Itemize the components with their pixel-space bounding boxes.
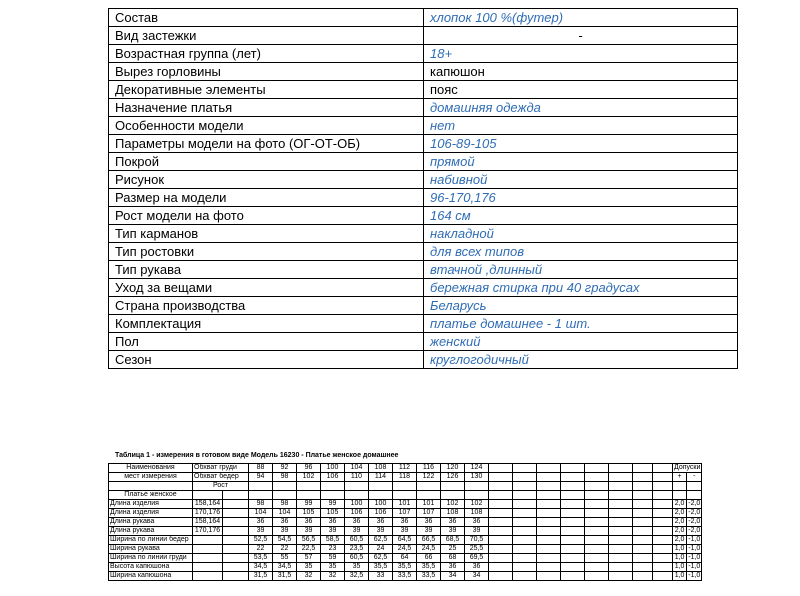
measurement-value: 34 bbox=[441, 572, 465, 581]
hip-size: 118 bbox=[393, 473, 417, 482]
tolerance-minus-value: -1,0 bbox=[688, 563, 701, 570]
measurement-value: 22 bbox=[273, 545, 297, 554]
tolerance-minus-value: -2,0 bbox=[688, 509, 701, 516]
measurement-value: 62,5 bbox=[369, 536, 393, 545]
spec-value: 106-89-105 bbox=[424, 135, 738, 153]
measurement-value: 35 bbox=[345, 563, 369, 572]
measurement-value: 34 bbox=[465, 572, 489, 581]
spec-key: Декоративные элементы bbox=[109, 81, 424, 99]
spec-key: Возрастная группа (лет) bbox=[109, 45, 424, 63]
spec-key: Страна производства bbox=[109, 297, 424, 315]
measurement-table-title: Таблица 1 - измерения в готовом виде Модель 16230 - Платье женское домашнее bbox=[115, 452, 399, 459]
tolerance-minus-value: -1,0 bbox=[688, 536, 701, 543]
spec-key: Покрой bbox=[109, 153, 424, 171]
measurement-value: 54,5 bbox=[273, 536, 297, 545]
spec-row bbox=[109, 225, 738, 243]
measurement-value: 22 bbox=[249, 545, 273, 554]
spec-value: набивной bbox=[424, 171, 738, 189]
tolerance-minus-value: -2,0 bbox=[688, 518, 701, 525]
spec-row bbox=[109, 63, 738, 81]
measurement-height: 158,164 bbox=[193, 500, 223, 509]
measurement-value: 104 bbox=[273, 509, 297, 518]
spec-key: Тип карманов bbox=[109, 225, 424, 243]
measurement-value: 36 bbox=[441, 518, 465, 527]
spec-row bbox=[109, 135, 738, 153]
tolerance-minus-value: -1,0 bbox=[688, 572, 701, 579]
measurement-value: 60,5 bbox=[345, 554, 369, 563]
spec-key: Комплектация bbox=[109, 315, 424, 333]
measurement-value: 36 bbox=[249, 518, 273, 527]
spec-key: Параметры модели на фото (ОГ-ОТ-ОБ) bbox=[109, 135, 424, 153]
measurement-value: 32,5 bbox=[345, 572, 369, 581]
measurement-value: 31,5 bbox=[273, 572, 297, 581]
measurement-value: 56,5 bbox=[297, 536, 321, 545]
measurement-value: 36 bbox=[369, 518, 393, 527]
spec-row bbox=[109, 27, 738, 45]
spec-value: 164 см bbox=[424, 207, 738, 225]
measurement-value: 66 bbox=[417, 554, 441, 563]
chest-size: 100 bbox=[321, 464, 345, 473]
tolerance-plus-value: 2,0 bbox=[673, 527, 687, 536]
measurement-name: Ширина по линии груди bbox=[109, 554, 193, 563]
measurement-height bbox=[193, 563, 223, 572]
chest-size: 92 bbox=[273, 464, 297, 473]
measurement-value: 99 bbox=[297, 500, 321, 509]
spec-key: Пол bbox=[109, 333, 424, 351]
spec-row bbox=[109, 99, 738, 117]
measurement-value: 100 bbox=[369, 500, 393, 509]
measurement-height: 170,176 bbox=[193, 509, 223, 518]
measurement-value: 39 bbox=[321, 527, 345, 536]
spec-row bbox=[109, 81, 738, 99]
measurement-value: 25 bbox=[441, 545, 465, 554]
spec-row bbox=[109, 243, 738, 261]
spec-value: для всех типов bbox=[424, 243, 738, 261]
measurement-name: Ширина по линии бедер bbox=[109, 536, 193, 545]
measurement-value: 25,5 bbox=[465, 545, 489, 554]
tolerance-plus-value: 2,0 bbox=[673, 518, 687, 527]
spec-key: Размер на модели bbox=[109, 189, 424, 207]
measurement-name: Ширина капюшона bbox=[109, 572, 193, 581]
measurement-value: 58,5 bbox=[321, 536, 345, 545]
measurement-value: 107 bbox=[417, 509, 441, 518]
tolerance-minus-value: -1,0 bbox=[688, 554, 701, 561]
measurement-value: 35,5 bbox=[417, 563, 441, 572]
measurement-value: 52,5 bbox=[249, 536, 273, 545]
measurement-value: 35,5 bbox=[369, 563, 393, 572]
spec-key: Вырез горловины bbox=[109, 63, 424, 81]
measurement-value: 39 bbox=[417, 527, 441, 536]
measurement-value: 31,5 bbox=[249, 572, 273, 581]
tolerance-plus-value: 1,0 bbox=[673, 572, 687, 581]
measurement-value: 108 bbox=[465, 509, 489, 518]
measurement-value: 36 bbox=[273, 518, 297, 527]
measurement-value: 98 bbox=[273, 500, 297, 509]
chest-size: 124 bbox=[465, 464, 489, 473]
spec-value: нет bbox=[424, 117, 738, 135]
spec-row bbox=[109, 117, 738, 135]
measurement-name: Длина изделия bbox=[109, 500, 193, 509]
measurement-value: 70,5 bbox=[465, 536, 489, 545]
header-name-line2: мест измерения bbox=[109, 473, 193, 482]
measurement-row bbox=[109, 500, 702, 509]
measurement-value: 39 bbox=[249, 527, 273, 536]
hip-size: 102 bbox=[297, 473, 321, 482]
measurement-value: 35,5 bbox=[393, 563, 417, 572]
measurement-value: 39 bbox=[273, 527, 297, 536]
measurement-value: 36 bbox=[345, 518, 369, 527]
measurement-value: 36 bbox=[441, 563, 465, 572]
measurement-value: 105 bbox=[297, 509, 321, 518]
spec-key: Рост модели на фото bbox=[109, 207, 424, 225]
measurement-name: Ширина рукава bbox=[109, 545, 193, 554]
measurement-value: 69,5 bbox=[465, 554, 489, 563]
chest-label: Обхват груди bbox=[193, 464, 249, 473]
header-name-line1: Наименования bbox=[109, 464, 193, 473]
spec-value: прямой bbox=[424, 153, 738, 171]
spec-row bbox=[109, 189, 738, 207]
measurement-value: 102 bbox=[441, 500, 465, 509]
spec-value: Беларусь bbox=[424, 297, 738, 315]
spec-key: Состав bbox=[109, 9, 424, 27]
measurement-value: 106 bbox=[369, 509, 393, 518]
measurement-table bbox=[108, 463, 702, 581]
tolerance-minus: - bbox=[687, 473, 702, 482]
chest-size: 104 bbox=[345, 464, 369, 473]
spec-value: капюшон bbox=[424, 63, 738, 81]
measurement-row bbox=[109, 518, 702, 527]
measurement-value: 24,5 bbox=[417, 545, 441, 554]
spec-row bbox=[109, 333, 738, 351]
hip-size: 110 bbox=[345, 473, 369, 482]
measurement-value: 35 bbox=[321, 563, 345, 572]
spec-value: втачной ,длинный bbox=[424, 261, 738, 279]
measurement-name: Длина рукава bbox=[109, 527, 193, 536]
measurement-name: Длина изделия bbox=[109, 509, 193, 518]
spec-row bbox=[109, 9, 738, 27]
spec-key: Рисунок bbox=[109, 171, 424, 189]
measurement-value: 36 bbox=[321, 518, 345, 527]
chest-size: 108 bbox=[369, 464, 393, 473]
spec-row bbox=[109, 207, 738, 225]
measurement-height bbox=[193, 572, 223, 581]
tolerance-plus-value: 2,0 bbox=[673, 509, 687, 518]
tolerance-plus-value: 1,0 bbox=[673, 563, 687, 572]
measurement-value: 32 bbox=[321, 572, 345, 581]
measurement-value: 57 bbox=[297, 554, 321, 563]
spec-value: платье домашнее - 1 шт. bbox=[424, 315, 738, 333]
measurement-height: 158,164 bbox=[193, 518, 223, 527]
product-spec-table bbox=[108, 8, 738, 369]
measurement-value: 99 bbox=[321, 500, 345, 509]
measurement-value: 24 bbox=[369, 545, 393, 554]
measurement-value: 33,5 bbox=[417, 572, 441, 581]
spec-key: Сезон bbox=[109, 351, 424, 369]
spec-row bbox=[109, 297, 738, 315]
measurement-value: 108 bbox=[441, 509, 465, 518]
measurement-value: 36 bbox=[465, 518, 489, 527]
measurement-row bbox=[109, 563, 702, 572]
spec-value: домашняя одежда bbox=[424, 99, 738, 117]
measurement-value: 36 bbox=[297, 518, 321, 527]
chest-size: 96 bbox=[297, 464, 321, 473]
measurement-value: 107 bbox=[393, 509, 417, 518]
measurement-value: 53,5 bbox=[249, 554, 273, 563]
measurement-value: 39 bbox=[441, 527, 465, 536]
measurement-value: 39 bbox=[465, 527, 489, 536]
measurement-value: 60,5 bbox=[345, 536, 369, 545]
measurement-value: 104 bbox=[249, 509, 273, 518]
measurement-value: 100 bbox=[345, 500, 369, 509]
measurement-value: 39 bbox=[345, 527, 369, 536]
spec-value: пояс bbox=[424, 81, 738, 99]
measurement-row bbox=[109, 536, 702, 545]
spec-row bbox=[109, 279, 738, 297]
spec-key: Вид застежки bbox=[109, 27, 424, 45]
measurement-value: 105 bbox=[321, 509, 345, 518]
measurement-value: 101 bbox=[417, 500, 441, 509]
measurement-row bbox=[109, 572, 702, 581]
tolerance-minus-value: -2,0 bbox=[688, 527, 701, 534]
tolerance-label: Допуски bbox=[674, 464, 701, 471]
measurement-value: 64 bbox=[393, 554, 417, 563]
spec-row bbox=[109, 171, 738, 189]
measurement-value: 59 bbox=[321, 554, 345, 563]
spec-value: - bbox=[424, 27, 738, 45]
hip-size: 114 bbox=[369, 473, 393, 482]
section-label: Платье женское bbox=[109, 491, 193, 500]
measurement-row bbox=[109, 554, 702, 563]
spec-value: круглогодичный bbox=[424, 351, 738, 369]
measurement-value: 33 bbox=[369, 572, 393, 581]
measurement-value: 62,5 bbox=[369, 554, 393, 563]
tolerance-plus-value: 2,0 bbox=[673, 536, 687, 545]
measurement-row bbox=[109, 509, 702, 518]
spec-key: Особенности модели bbox=[109, 117, 424, 135]
measurement-value: 101 bbox=[393, 500, 417, 509]
measurement-height bbox=[193, 554, 223, 563]
tolerance-plus: + bbox=[673, 473, 687, 482]
measurement-value: 24,5 bbox=[393, 545, 417, 554]
measurement-name: Высота капюшона bbox=[109, 563, 193, 572]
measurement-value: 34,5 bbox=[273, 563, 297, 572]
chest-size: 88 bbox=[249, 464, 273, 473]
spec-row bbox=[109, 315, 738, 333]
measurement-height bbox=[193, 545, 223, 554]
spec-key: Уход за вещами bbox=[109, 279, 424, 297]
tolerance-plus-value: 1,0 bbox=[673, 545, 687, 554]
measurement-height bbox=[193, 536, 223, 545]
measurement-value: 64,5 bbox=[393, 536, 417, 545]
spec-key: Тип ростовки bbox=[109, 243, 424, 261]
spec-row bbox=[109, 261, 738, 279]
chest-size: 120 bbox=[441, 464, 465, 473]
measurement-value: 33,5 bbox=[393, 572, 417, 581]
measurement-value: 68,5 bbox=[441, 536, 465, 545]
measurement-height: 170,176 bbox=[193, 527, 223, 536]
spec-value: женский bbox=[424, 333, 738, 351]
measurement-value: 35 bbox=[297, 563, 321, 572]
spec-row bbox=[109, 153, 738, 171]
spec-key: Назначение платья bbox=[109, 99, 424, 117]
measurement-value: 32 bbox=[297, 572, 321, 581]
spec-row bbox=[109, 45, 738, 63]
tolerance-minus-value: -2,0 bbox=[688, 500, 701, 507]
measurement-value: 36 bbox=[417, 518, 441, 527]
height-label: Рост bbox=[193, 482, 249, 491]
measurement-value: 39 bbox=[297, 527, 321, 536]
hip-size: 106 bbox=[321, 473, 345, 482]
measurement-value: 23 bbox=[321, 545, 345, 554]
hip-size: 126 bbox=[441, 473, 465, 482]
measurement-value: 106 bbox=[345, 509, 369, 518]
measurement-value: 39 bbox=[369, 527, 393, 536]
measurement-row bbox=[109, 527, 702, 536]
measurement-name: Длина рукава bbox=[109, 518, 193, 527]
measurement-value: 22,5 bbox=[297, 545, 321, 554]
measurement-value: 36 bbox=[393, 518, 417, 527]
measurement-value: 39 bbox=[393, 527, 417, 536]
spec-value: хлопок 100 %(футер) bbox=[424, 9, 738, 27]
spec-value: накладной bbox=[424, 225, 738, 243]
spec-row bbox=[109, 351, 738, 369]
hip-label: Обхват бедер bbox=[193, 473, 249, 482]
measurement-value: 23,5 bbox=[345, 545, 369, 554]
spec-value: 18+ bbox=[424, 45, 738, 63]
hip-size: 94 bbox=[249, 473, 273, 482]
measurement-value: 66,5 bbox=[417, 536, 441, 545]
tolerance-plus-value: 2,0 bbox=[673, 500, 687, 509]
chest-size: 112 bbox=[393, 464, 417, 473]
measurement-value: 98 bbox=[249, 500, 273, 509]
chest-size: 116 bbox=[417, 464, 441, 473]
measurement-row bbox=[109, 545, 702, 554]
spec-value: бережная стирка при 40 градусах bbox=[424, 279, 738, 297]
measurement-value: 55 bbox=[273, 554, 297, 563]
hip-size: 98 bbox=[273, 473, 297, 482]
spec-key: Тип рукава bbox=[109, 261, 424, 279]
measurement-value: 102 bbox=[465, 500, 489, 509]
spec-value: 96-170,176 bbox=[424, 189, 738, 207]
hip-size: 122 bbox=[417, 473, 441, 482]
tolerance-minus-value: -1,0 bbox=[688, 545, 701, 552]
measurement-value: 68 bbox=[441, 554, 465, 563]
hip-size: 130 bbox=[465, 473, 489, 482]
tolerance-plus-value: 1,0 bbox=[673, 554, 687, 563]
measurement-value: 36 bbox=[465, 563, 489, 572]
measurement-value: 34,5 bbox=[249, 563, 273, 572]
